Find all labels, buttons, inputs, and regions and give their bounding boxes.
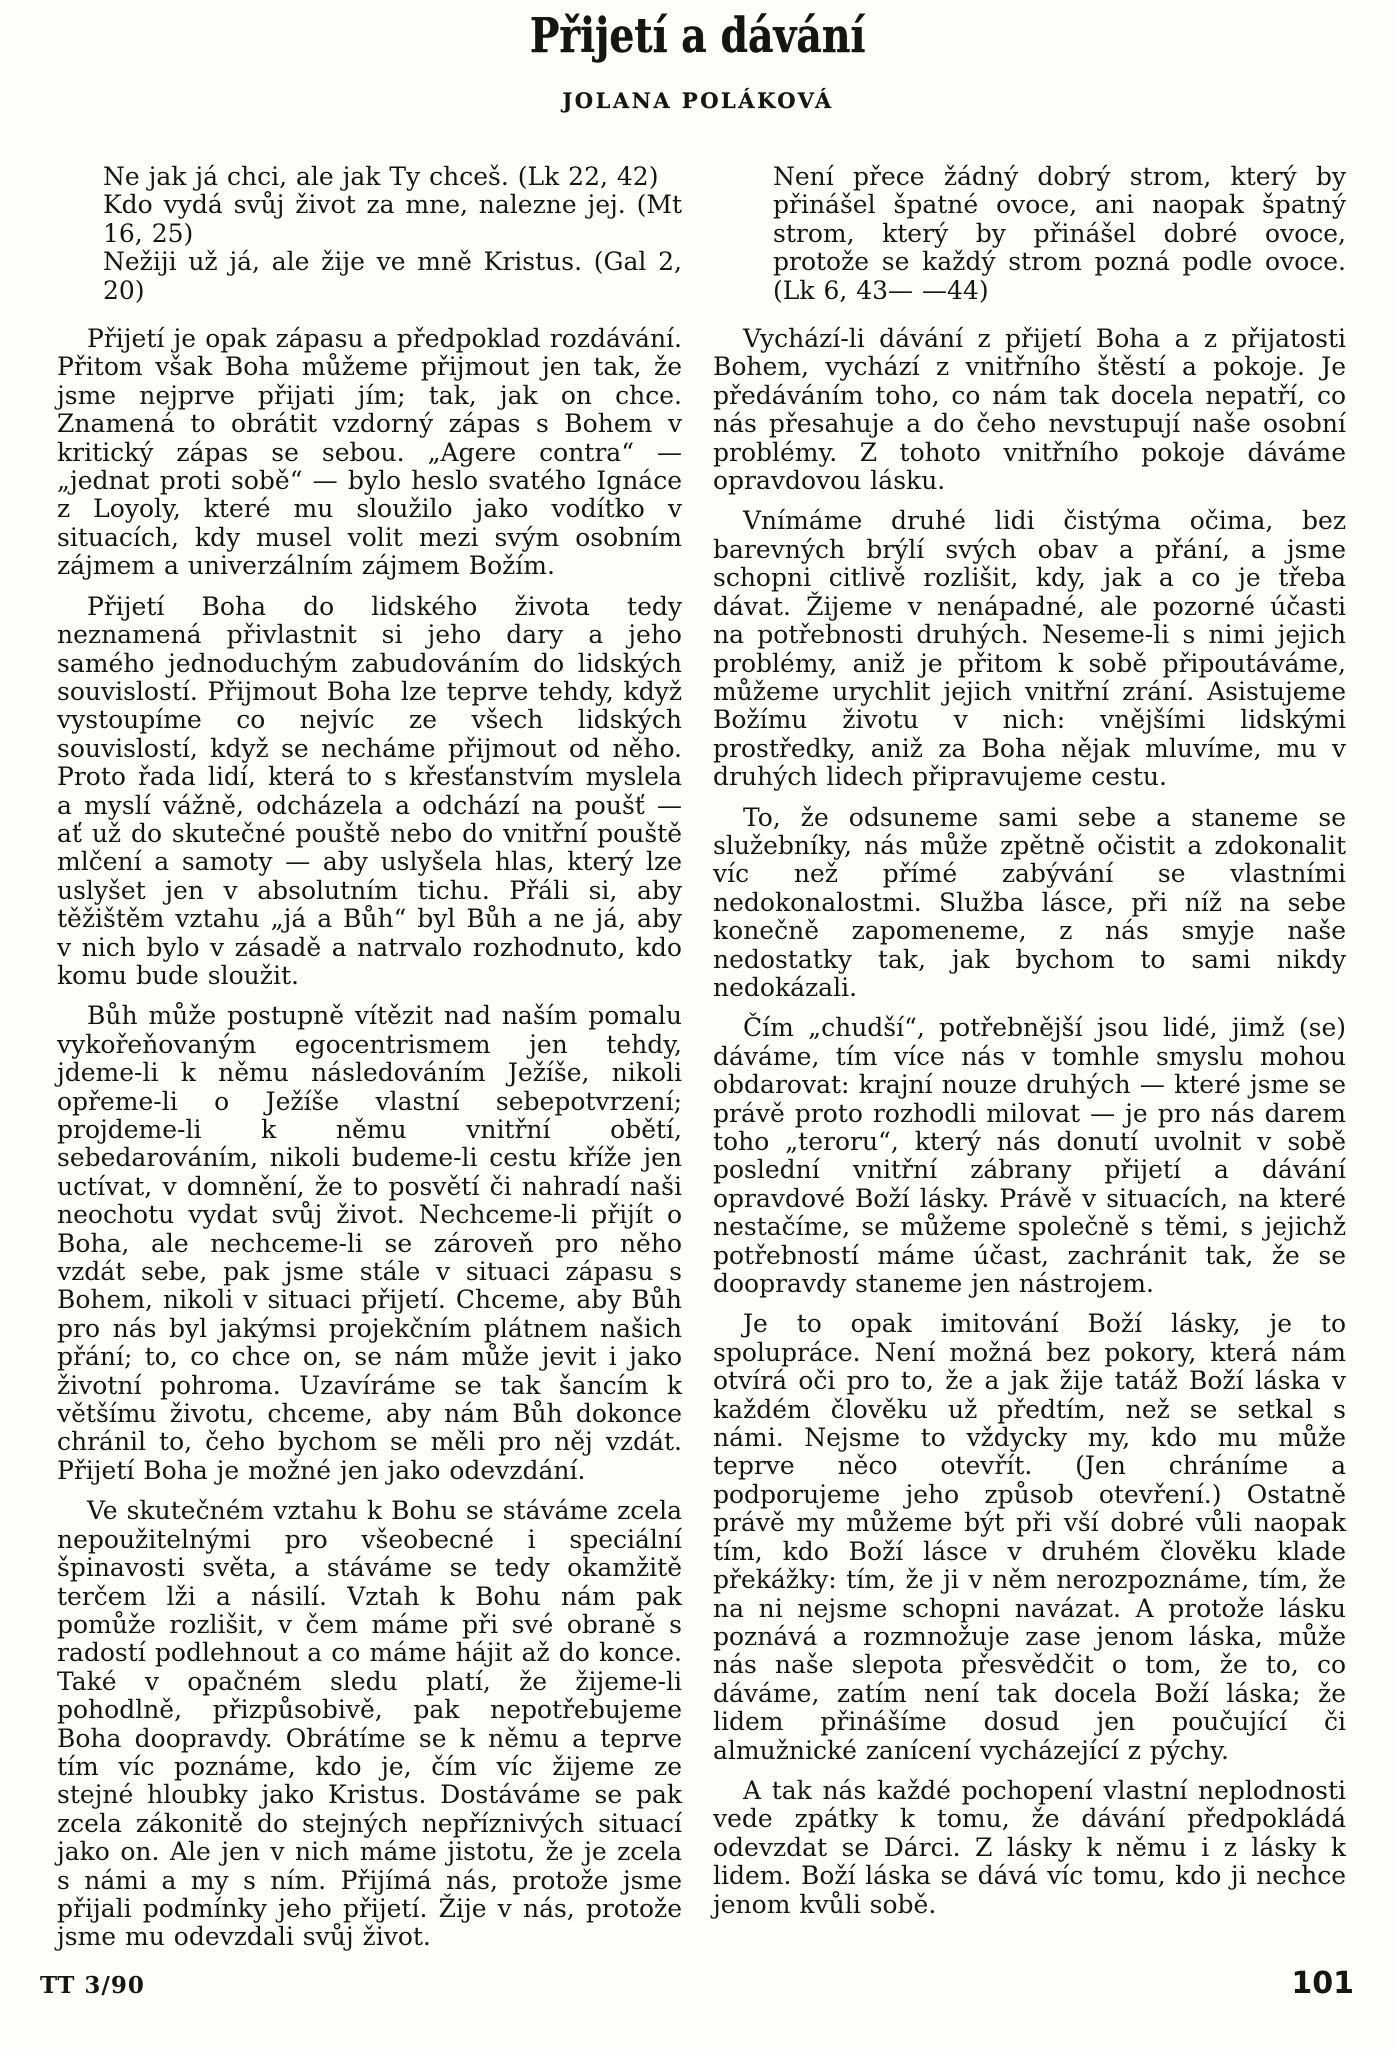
right-epigraph-block [773, 163, 1346, 305]
paragraph: A tak nás každé pochopení vlastní neplodnosti vede zpátky k tomu, že dávání předpokládá odevzdat se Dárci. Z lásky k němu i z lásky k lidem. Boží láska se dává víc tomu, kdo ji nechce jenom kvůli sobě. [713, 1775, 1346, 1919]
article-title: Přijetí a dávání [530, 8, 866, 64]
paragraph: Vnímáme druhé lidi čistýma očima, bez barevných brýlí svých obav a přání, a jsme schopni citlivě rozlišit, kdy, jak a co je třeba dávat. Žijeme v nenápadné, ale pozorné účasti na potřebnosti druhých. Neseme-li s nimi jejich problémy, aniž je přitom k sobě připoutáváme, můžeme urychlit jejich vnitřní zrání. Asistujeme Božímu životu v nich: vnějšími lidskými prostředky, aniž za Boha nějak mluvíme, mu v druhých lidech připravujeme cestu. [713, 506, 1346, 792]
paragraph: Bůh může postupně vítězit nad naším pomalu vykořeňovaným egocentrismem jen tehdy, jdeme-li k němu následováním Ježíše, nikoli opřeme-li o Ježíše vlastní sebepotvrzení; projdeme-li k němu vnitřní obětí, sebedarováním, nikoli budeme-li cestu kříže jen uctívat, v domnění, že to posvětí či nahradí naši neochotu vydat svůj život. Nechceme-li přijít o Boha, ale nechceme-li se zároveň pro něho vzdát sebe, pak jsme stále v situaci zápasu s Bohem, nikoli v situaci přijetí. Chceme, aby Bůh pro nás byl jakýmsi projekčním plátnem našich přání; to, co chce on, se nám může jevit i jako životní pohroma. Uzavíráme se tak šancím k většímu životu, chceme, aby nám Bůh dokonce chránil to, čeho bychom se měli pro něj vzdát. Přijetí Boha je možné jen jako odevzdání. [57, 1001, 682, 1485]
left-text-column [57, 163, 682, 1952]
epigraph-quote: Ne jak já chci, ale jak Ty chceš. (Lk 22, 42) [103, 162, 659, 191]
paragraph: Čím „chudší“, potřebnější jsou lidé, jimž (se) dáváme, tím více nás v tomhle smyslu mohou obdarovat: krajní nouze druhých — které jsme se právě proto rozhodli milovat — je pro nás darem toho „teroru“, který nás donutí uvolnit v sobě poslední vnitřní zábrany přijetí a dávání opravdové Boží lásky. Právě v situacích, na které nestačíme, se můžeme společně s těmi, s jejichž potřebností máme účast, zachránit tak, že se doopravdy staneme jen nástrojem. [713, 1013, 1346, 1299]
right-text-column [713, 163, 1346, 1919]
footer-journal-label: TT 3/90 [40, 1972, 145, 1999]
paragraph: Ve skutečném vztahu k Bohu se stáváme zcela nepoužitelnými pro všeobecné i speciální špinavosti světa, a stáváme se tedy okamžitě terčem lži a násilí. Vztah k Bohu nám pak pomůže rozlišit, v čem máme při své obraně s radostí podlehnout a co máme hájit až do konce. Také v opačném sledu platí, že žijeme-li pohodlně, přizpůsobivě, pak nepotřebujeme Boha doopravdy. Obrátíme se k němu a teprve tím víc poznáme, kdo je, čím víc žijeme ze stejné hloubky jako Kristus. Dostáváme se pak zcela zákonitě do stejných nepříznivých situací jako on. Ale jen v nich máme jistotu, že je zcela s námi a my s ním. Přijímá nás, protože jsme přijali podmínky jeho přijetí. Žije v nás, protože jsme mu odevzdali svůj život. [57, 1496, 682, 1952]
author-name: JOLANA POLÁKOVÁ [562, 88, 834, 113]
epigraph-quote: Kdo vydá svůj život za mne, nalezne jej. (Mt 16, 25) [103, 190, 682, 248]
epigraph-quote: Není přece žádný dobrý strom, který by přinášel špatné ovoce, ani naopak špatný strom, který by přinášel dobré ovoce, protože se každý strom pozná podle ovoce. (Lk 6, 43— —44) [773, 162, 1346, 305]
paragraph: Přijetí Boha do lidského života tedy neznamená přivlastnit si jeho dary a jeho samého jednoduchým zabudováním do lidských souvislostí. Přijmout Boha lze teprve tehdy, když vystoupíme co nejvíc ze všech lidských souvislostí, když se necháme přijmout od něho. Proto řada lidí, která to s křesťanstvím myslela a myslí vážně, odcházela a odchází na poušť — ať už do skutečné pouště nebo do vnitřní pouště mlčení a samoty — aby uslyšela hlas, který lze uslyšet jen v absolutním tichu. Přáli si, aby těžištěm vztahu „já a Bůh“ byl Bůh a ne já, aby v nich bylo v zásadě a natrvalo rozhodnuto, kdo komu bude sloužit. [57, 591, 682, 990]
paragraph: To, že odsuneme sami sebe a staneme se služebníky, nás může zpětně očistit a zdokonalit víc než přímé zabývání se vlastními nedokonalostmi. Služba lásce, při níž na sebe konečně zapomeneme, z nás smyje naše nedostatky tak, jak bychom to sami nikdy nedokázali. [713, 802, 1346, 1002]
left-epigraph-block [103, 163, 682, 305]
paragraph: Vychází-li dávání z přijetí Boha a z přijatosti Bohem, vychází z vnitřního štěstí a pokoje. Je předáváním toho, co nám tak docela nepatří, co nás přesahuje a do čeho nevstupují naše osobní problémy. Z tohoto vnitřního pokoje dáváme opravdovou lásku. [713, 324, 1346, 496]
article-title-row [0, 8, 1396, 64]
paragraph: Je to opak imitování Boží lásky, je to spolupráce. Není možná bez pokory, která nám otvírá oči pro to, že a jak žije tatáž Boží láska v každém člověku už předtím, než se setkal s námi. Nejsme to vždycky my, kdo mu může teprve něco otevřít. (Jen chráníme a podporujeme jeho způsob otevření.) Ostatně právě my můžeme být při vší dobré vůli naopak tím, kdo Boží lásce v druhém člověku klade překážky: tím, že ji v něm nerozpoznáme, tím, že na ni nejsme schopni navázat. A protože lásku poznává a rozmnožuje zase jenom láska, může nás naše slepota přesvědčit o tom, že to, co dáváme, zatím není tak docela Boží láska; že lidem přinášíme dosud jen poučující či almužnické zanícení vycházející z pýchy. [713, 1309, 1346, 1765]
paragraph: Přijetí je opak zápasu a předpoklad rozdávání. Přitom však Boha můžeme přijmout jen tak, že jsme nejprve přijati jím; tak, jak on chce. Znamená to obrátit vzdorný zápas s Bohem v kritický zápas se sebou. „Agere contra“ — „jednat proti sobě“ — bylo heslo svatého Ignáce z Loyoly, které mu sloužilo jako vodítko v situacích, kdy musel volit mezi svým osobním zájmem a univerzálním zájmem Božím. [57, 324, 682, 581]
footer-page-number: 101 [1291, 1966, 1354, 2001]
epigraph-quote: Nežiji už já, ale žije ve mně Kristus. (Gal 2, 20) [103, 247, 682, 305]
